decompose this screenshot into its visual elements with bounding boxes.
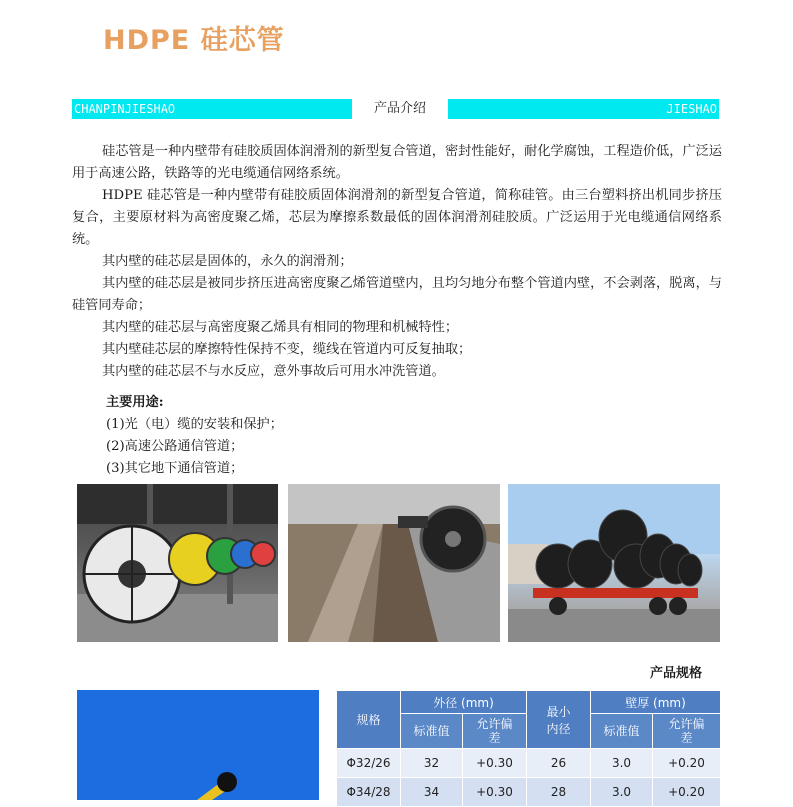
paragraph: 其内壁的硅芯层不与水反应，意外事故后可用水冲洗管道。 [102,364,445,379]
paragraph: 其内壁的硅芯层是固体的，永久的润滑剂； [102,254,353,269]
banner-right: JIESHAO [448,99,719,119]
table-row [337,749,721,778]
cell: 32 [401,749,463,778]
trench-laying-photo [288,484,500,642]
sub-std-header: 标准值 [401,714,463,749]
cell: 26 [527,749,591,778]
uses-item: (1)光（电）缆的安装和保护； [106,417,283,432]
cell: +0.30 [463,778,527,807]
uses-heading: 主要用途: [106,395,164,410]
cell: 3.0 [591,778,653,807]
cell: Φ34/28 [337,778,401,807]
truck-coils-photo [508,484,720,642]
product-description [72,141,722,383]
product-detail-photo [77,690,319,800]
cell: 34 [401,778,463,807]
banner-left: CHANPINJIESHAO [72,99,352,119]
spec-table [336,690,721,807]
uses-item: (3)其它地下通信管道； [106,461,244,476]
paragraph: 硅芯管是一种内壁带有硅胶质固体润滑剂的新型复合管道，密封性能好，耐化学腐蚀，工程造价低，广泛运用于高速公路，铁路等的光电缆通信网络系统。 [72,144,722,181]
col-od-header: 外径 (mm) [401,691,527,714]
page-title: HDPE 硅芯管 [103,25,285,56]
uses-item: (2)高速公路通信管道； [106,439,244,454]
cell: +0.20 [653,778,721,807]
col-min-header: 最小 内径 [527,691,591,749]
col-wall-header: 壁厚 (mm) [591,691,721,714]
cell: +0.20 [653,749,721,778]
cell: Φ32/26 [337,749,401,778]
paragraph: 其内壁的硅芯层是被同步挤压进高密度聚乙烯管道壁内，且均匀地分布整个管道内壁，不会剥落，脱离，与硅管同寿命； [72,276,722,313]
cell: +0.30 [463,749,527,778]
cell: 3.0 [591,749,653,778]
banner-center: 产品介绍 [373,101,426,116]
sub-tol-header: 允许偏 差 [653,714,721,749]
paragraph: 其内壁硅芯层的摩擦特性保持不变，缆线在管道内可反复抽取； [102,342,472,357]
main-uses [106,392,283,480]
factory-reels-photo [77,484,278,642]
paragraph: 其内壁的硅芯层与高密度聚乙烯具有相同的物理和机械特性； [102,320,459,335]
paragraph: HDPE 硅芯管是一种内壁带有硅胶质固体润滑剂的新型复合管道，简称硅管。由三台塑料挤出机同步挤压复合，主要原材料为高密度聚乙烯，芯层为摩擦系数最低的固体润滑剂硅胶质。广泛运用于光电缆通信网络系统。 [72,188,722,247]
cell: 28 [527,778,591,807]
sub-std-header: 标准值 [591,714,653,749]
spec-heading: 产品规格 [650,666,703,681]
col-spec-header: 规格 [337,691,401,749]
sub-tol-header: 允许偏 差 [463,714,527,749]
table-row [337,778,721,807]
